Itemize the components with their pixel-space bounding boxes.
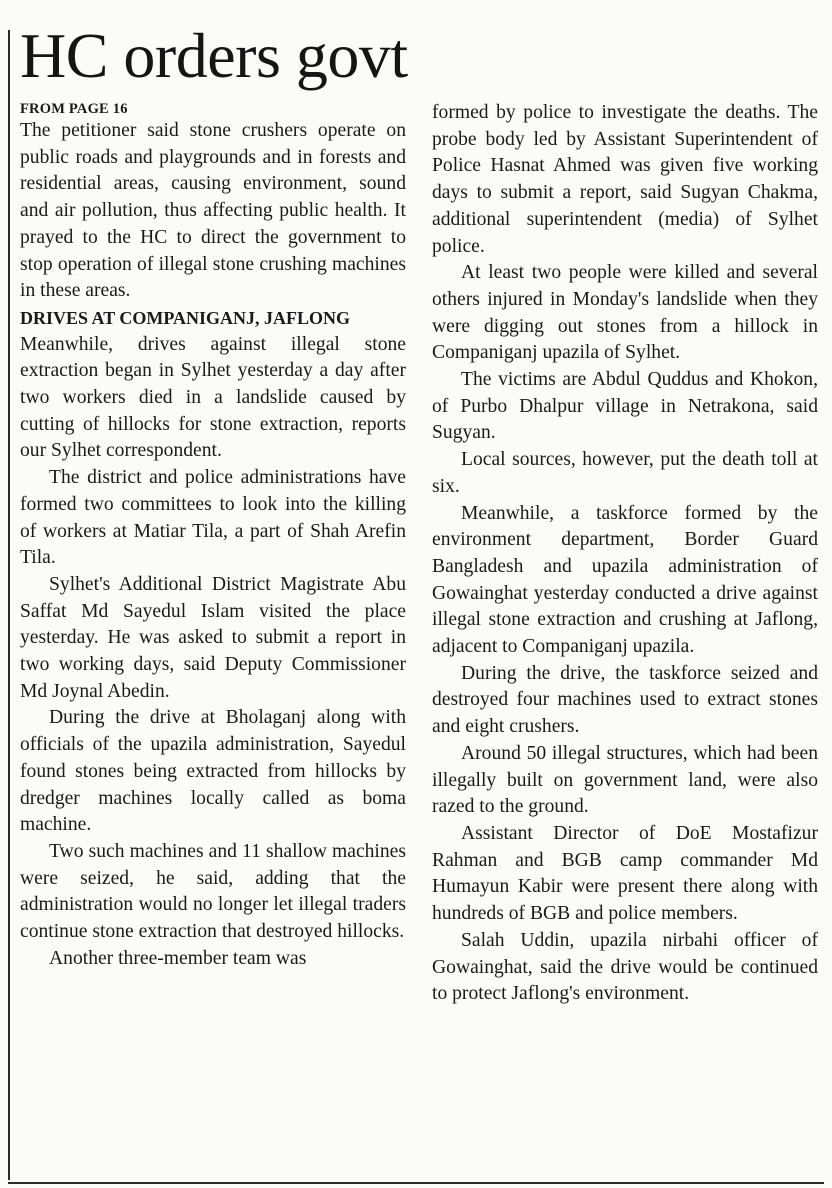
paragraph: During the drive, the taskforce seized and destroyed four machines used to extract stones and eight crushers. <box>432 662 818 738</box>
paragraph: Meanwhile, a taskforce formed by the environment department, Border Guard Bangladesh and upazila administration of Gowainghat yesterday conducted a drive against illegal stone extraction and crushing at Jaflong, adjacent to Companiganj upazila. <box>432 502 818 658</box>
paragraph: Salah Uddin, upazila nirbahi officer of Gowainghat, said the drive would be continued to protect Jaflong's environment. <box>432 929 818 1005</box>
paragraph: At least two people were killed and several others injured in Monday's landslide when they were digging out stones from a hillock in Companiganj upazila of Sylhet. <box>432 262 818 364</box>
article-column-right <box>432 100 818 1008</box>
headline: HC orders govt <box>20 20 408 91</box>
left-column-rule <box>8 30 10 1180</box>
paragraph: Another three-member team was <box>49 947 307 969</box>
subheading: DRIVES AT COMPANIGANJ, JAFLONG <box>20 307 351 328</box>
paragraph: Assistant Director of DoE Mostafizur Rahman and BGB camp commander Md Humayun Kabir were present there along with hundreds of BGB and police members. <box>432 822 818 925</box>
paragraph: Local sources, however, put the death toll at six. <box>432 449 818 497</box>
paragraph: Around 50 illegal structures, which had been illegally built on government land, were also razed to the ground. <box>432 742 818 818</box>
article-column-left <box>20 100 406 973</box>
bottom-rule <box>8 1182 824 1184</box>
paragraph: The petitioner said stone crushers operate on public roads and playgrounds and in forests and residential areas, causing environment, sound and air pollution, thus affecting public health. It prayed to the HC to direct the government to stop operation of illegal stone crushing machines in these areas. <box>20 120 406 302</box>
paragraph: formed by police to investigate the deaths. The probe body led by Assistant Superintendent of Police Hasnat Ahmed was given five working days to submit a report, said Sugyan Chakma, additional superintendent (media) of Sylhet police. <box>432 102 818 257</box>
paragraph: During the drive at Bholaganj along with officials of the upazila administration, Sayedul found stones being extracted from hillocks by dredger machines locally called as boma machine. <box>20 707 406 836</box>
paragraph: Meanwhile, drives against illegal stone extraction began in Sylhet yesterday a day after two workers died in a landslide caused by cutting of hillocks for stone extraction, reports our Sylhet correspondent. <box>20 333 406 462</box>
paragraph: The victims are Abdul Quddus and Khokon, of Purbo Dhalpur village in Netrakona, said Sugyan. <box>432 369 818 444</box>
paragraph: Sylhet's Additional District Magistrate Abu Saffat Md Sayedul Islam visited the place yesterday. He was asked to submit a report in two working days, said Deputy Commissioner Md Joynal Abedin. <box>20 573 406 702</box>
paragraph: Two such machines and 11 shallow machines were seized, he said, adding that the administration would no longer let illegal traders continue stone extraction that destroyed hillocks. <box>20 840 406 943</box>
continuation-kicker: FROM PAGE 16 <box>20 101 128 117</box>
paragraph: The district and police administrations have formed two committees to look into the killing of workers at Matiar Tila, a part of Shah Arefin Tila. <box>20 467 406 569</box>
